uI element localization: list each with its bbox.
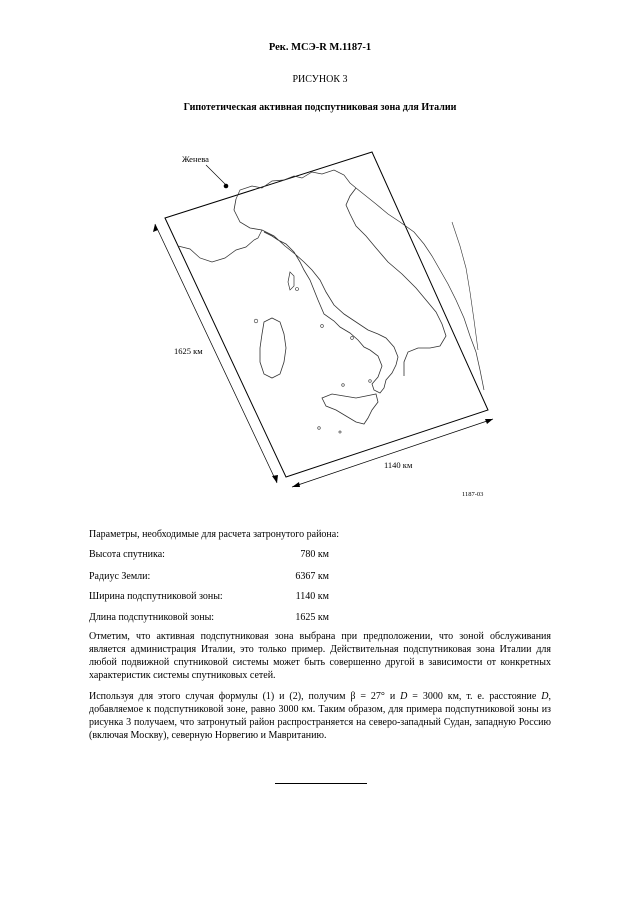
island-6 (369, 380, 372, 383)
eastern-coast-line (452, 222, 478, 350)
variable-d: D (541, 691, 549, 702)
param-name: Ширина подспутниковой зоны: (89, 591, 223, 602)
sardinia-outline (260, 318, 286, 378)
param-row (89, 612, 329, 625)
paragraph-text: , добавляемое к подспутниковой зоне, равно 3000 км. Таким образом, для примера подспутниковой зоны из рисунка 3 получаем, что затронутый район распространяется на северо-западный Судан, западную Россию (включая Москву), северную Норвегию и Мавританию. (89, 691, 551, 741)
geneva-label: Женева (182, 154, 209, 164)
length-arrow-bottom (272, 475, 278, 483)
geneva-point (224, 184, 229, 189)
island-3 (321, 325, 324, 328)
recommendation-header: Рек. МСЭ-R M.1187-1 (268, 42, 372, 53)
paragraph-text: = 3000 км, т. е. расстояние (407, 691, 542, 702)
italy-mainland-outline (234, 188, 446, 393)
island-1 (296, 288, 299, 291)
param-row (89, 549, 329, 562)
width-dimension-line (292, 419, 493, 487)
length-label: 1625 км (174, 346, 203, 356)
param-name: Длина подспутниковой зоны: (89, 612, 215, 623)
param-value: 1625 км (295, 612, 329, 623)
figure-label: РИСУНОК 3 (292, 74, 348, 85)
variable-d: D (400, 691, 408, 702)
island-2 (254, 319, 258, 323)
param-name: Радиус Земли: (89, 571, 151, 582)
figure-id: 1187-03 (462, 491, 484, 498)
param-row (89, 571, 329, 584)
paragraph-text: Используя для этого случая формулы (1) и (2), получим β = 27° и (89, 691, 401, 702)
island-8 (339, 431, 341, 433)
width-arrow-left (292, 482, 300, 487)
param-name: Высота спутника: (89, 549, 165, 560)
subsatellite-zone-rectangle (165, 152, 488, 477)
param-value: 780 км (300, 549, 329, 560)
figure-title: Гипотетическая активная подспутниковая зона для Италии (183, 102, 457, 113)
param-row (89, 591, 329, 604)
param-value: 1140 км (295, 591, 329, 602)
corsica-outline (288, 272, 294, 290)
paragraph-note: Отметим, что активная подспутниковая зона выбрана при предположении, что зоной обслуживания является администрация Италии, это только пример. Действительная подспутниковая зона Италии для любой подвижной спутниковой системы может быть совершенно другой в зависимости от конкретных характеристик системы спутниковых сетей. (89, 631, 551, 681)
island-7 (318, 427, 321, 430)
width-label: 1140 км (384, 460, 413, 470)
geneva-leader-line (206, 165, 226, 185)
sicily-outline (322, 394, 378, 424)
params-title: Параметры, необходимые для расчета затронутого района: (89, 529, 340, 540)
northern-border-line (178, 230, 262, 262)
alpine-border (236, 170, 356, 199)
width-arrow-right (485, 419, 493, 424)
end-divider (275, 783, 367, 784)
paragraph-formula (89, 690, 551, 742)
param-value: 6367 км (295, 571, 329, 582)
island-5 (342, 384, 345, 387)
island-4 (351, 337, 354, 340)
balkan-coast (356, 188, 484, 390)
